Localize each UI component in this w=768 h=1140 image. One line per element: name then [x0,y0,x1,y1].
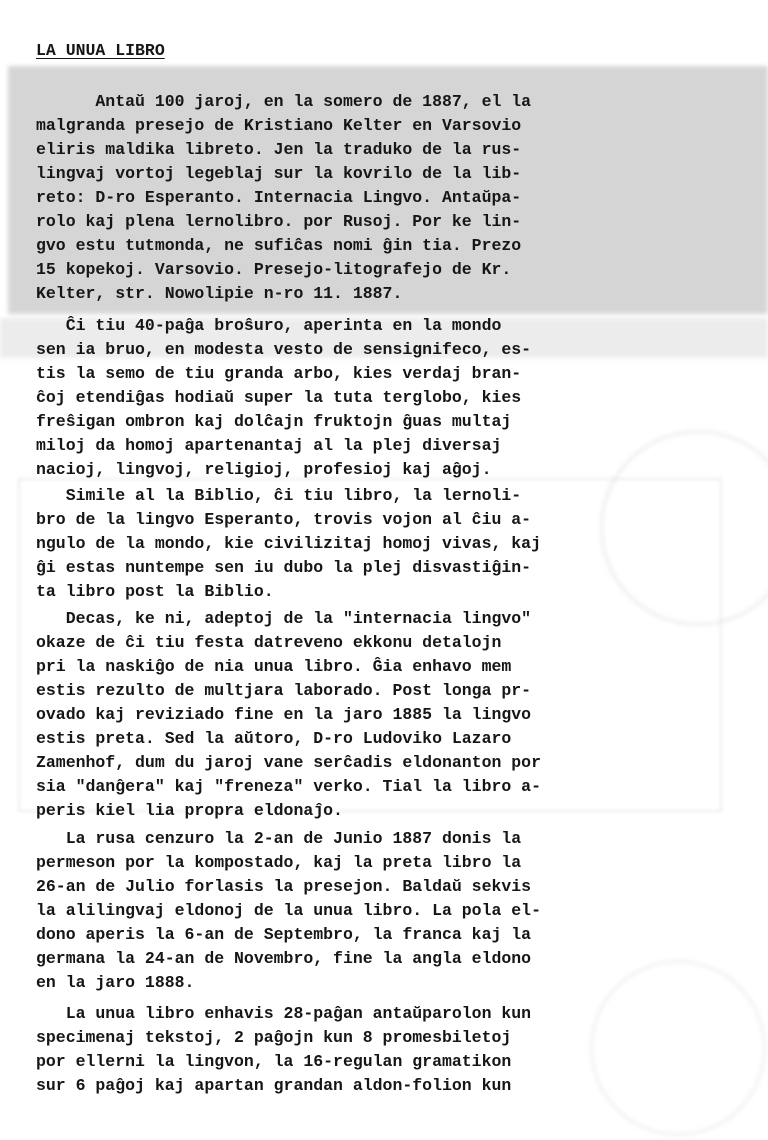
text-line: por ellerni la lingvon, la 16-regulan gramatikon [36,1052,512,1071]
text-line: bro de la lingvo Esperanto, trovis vojon al ĉiu a- [36,510,532,529]
paragraph [36,314,531,482]
text-line: nacioj, lingvoj, religioj, profesioj kaj aĝoj. [36,460,492,479]
text-line: La rusa cenzuro la 2-an de Junio 1887 donis la [36,829,522,848]
text-line: Simile al la Biblio, ĉi tiu libro, la lernoli- [36,486,522,505]
text-line: permeson por la kompostado, kaj la preta libro la [36,853,522,872]
text-line: eliris maldika libreto. Jen la traduko de la rus- [36,140,522,159]
text-line: la alilingvaj eldonoj de la unua libro. La pola el- [36,901,541,920]
text-line: sia "danĝera" kaj "freneza" verko. Tial la libro a- [36,777,541,796]
show-through-ring [590,960,766,1136]
text-line: sen ia bruo, en modesta vesto de sensignifeco, es- [36,340,532,359]
text-line: La unua libro enhavis 28-paĝan antaŭparolon kun [36,1004,532,1023]
text-line: pri la naskiĝo de nia unua libro. Ĝia enhavo mem [36,657,512,676]
text-line: 15 kopekoj. Varsovio. Presejo-litografejo de Kr. [36,260,512,279]
text-line: ta libro post la Biblio. [36,582,274,601]
text-line: ngulo de la mondo, kie civilizitaj homoj vivas, kaj [36,534,541,553]
text-line: sur 6 paĝoj kaj apartan grandan aldon-folion kun [36,1076,512,1095]
text-line: ĉoj etendiĝas hodiaŭ super la tuta terglobo, kies [36,388,522,407]
text-line: gvo estu tutmonda, ne sufiĉas nomi ĝin tia. Prezo [36,236,522,255]
paragraph [36,90,531,306]
text-line: estis preta. Sed la aŭtoro, D-ro Ludoviko Lazaro [36,729,512,748]
text-line: ĝi estas nuntempe sen iu dubo la plej disvastiĝin- [36,558,532,577]
paragraph [36,484,541,604]
text-line: freŝigan ombron kaj dolĉajn fruktojn ĝuas multaj [36,412,512,431]
text-line: reto: D-ro Esperanto. Internacia Lingvo. Antaŭpa- [36,188,522,207]
text-line: peris kiel lia propra eldonaĵo. [36,801,343,820]
text-line: ovado kaj reviziado fine en la jaro 1885 la lingvo [36,705,532,724]
text-line: germana la 24-an de Novembro, fine la angla eldono [36,949,532,968]
text-line: malgranda presejo de Kristiano Kelter en Varsovio [36,116,522,135]
text-line: okaze de ĉi tiu festa datreveno ekkonu detalojn [36,633,502,652]
text-line: tis la semo de tiu granda arbo, kies verdaj bran- [36,364,522,383]
text-line: Zamenhof, dum du jaroj vane serĉadis eldonanton por [36,753,541,772]
paragraph [36,607,541,823]
paragraph [36,1002,531,1098]
text-line: Ĉi tiu 40-paĝa broŝuro, aperinta en la mondo [36,316,502,335]
text-line: en la jaro 1888. [36,973,195,992]
text-line: Antaŭ 100 jaroj, en la somero de 1887, el la [36,92,532,111]
text-line: Kelter, str. Nowolipie n-ro 11. 1887. [36,284,403,303]
text-line: 26-an de Julio forlasis la presejon. Baldaŭ sekvis [36,877,532,896]
text-line: Decas, ke ni, adeptoj de la "internacia lingvo" [36,609,532,628]
text-line: estis rezulto de multjara laborado. Post longa pr- [36,681,532,700]
document-title: LA UNUA LIBRO [36,41,165,60]
text-line: rolo kaj plena lernolibro. por Rusoj. Por ke lin- [36,212,522,231]
paragraph [36,827,541,995]
text-line: dono aperis la 6-an de Septembro, la franca kaj la [36,925,532,944]
text-line: miloj da homoj apartenantaj al la plej diversaj [36,436,502,455]
text-line: lingvaj vortoj legeblaj sur la kovrilo de la lib- [36,164,522,183]
text-line: specimenaj tekstoj, 2 paĝojn kun 8 promesbiletoj [36,1028,512,1047]
